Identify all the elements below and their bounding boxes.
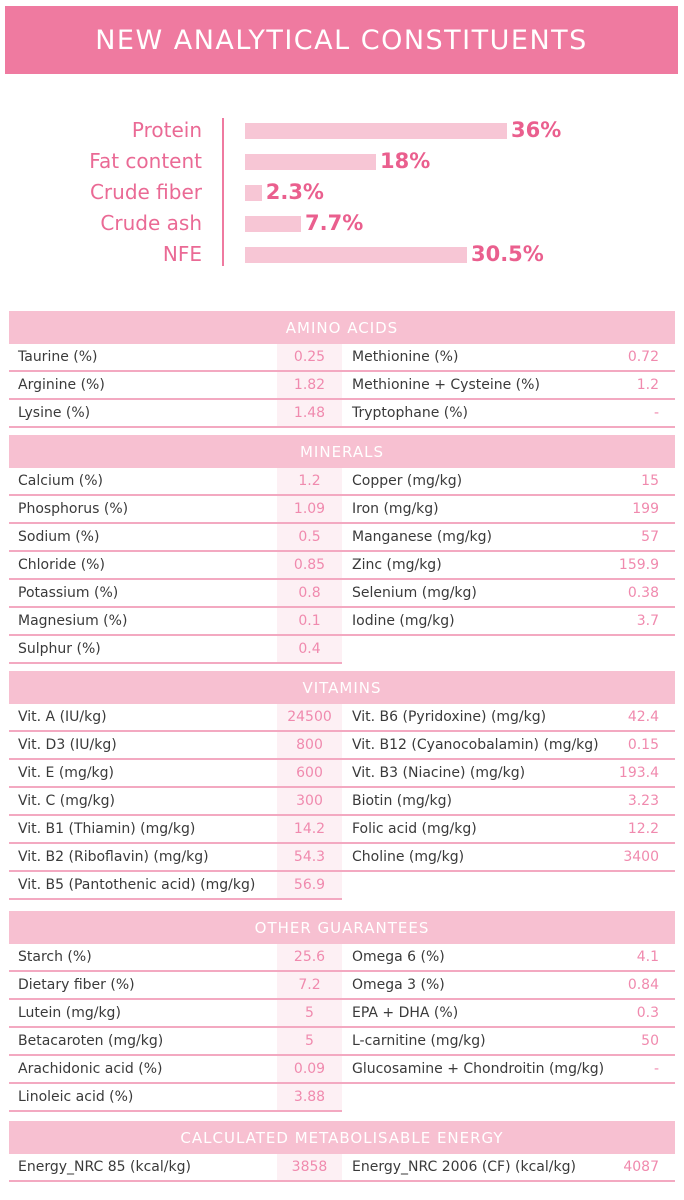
nutrient-value: 1.48 <box>277 400 342 426</box>
chart-row <box>0 208 684 239</box>
chart-row <box>0 115 684 146</box>
nutrient-value: 0.4 <box>277 636 342 662</box>
nutrient-name: Zinc (mg/kg) <box>352 557 442 573</box>
nutrient-value: 24500 <box>277 704 342 730</box>
table-column-left <box>9 944 342 1112</box>
nutrient-name: Biotin (mg/kg) <box>352 793 452 809</box>
section-header: AMINO ACIDS <box>9 311 675 344</box>
section-amino-acids <box>9 311 675 428</box>
table-row <box>342 1056 675 1084</box>
nutrient-name: Sodium (%) <box>18 529 100 545</box>
section-header: MINERALS <box>9 435 675 468</box>
table-row <box>342 1084 675 1112</box>
chart-bar <box>245 123 507 139</box>
nutrient-value: 3858 <box>277 1154 342 1180</box>
nutrient-value: 199 <box>632 501 659 517</box>
table-row <box>9 344 342 372</box>
nutrient-name: Potassium (%) <box>18 585 119 601</box>
table-row <box>342 1000 675 1028</box>
chart-category-label: Fat content <box>89 149 202 173</box>
chart-category-label: Crude fiber <box>89 180 202 204</box>
table-row <box>342 524 675 552</box>
table-row <box>342 468 675 496</box>
nutrient-value: 0.85 <box>277 552 342 578</box>
nutrient-value: 14.2 <box>277 816 342 842</box>
table-row <box>9 972 342 1000</box>
nutrient-name: Vit. C (mg/kg) <box>18 793 115 809</box>
table-row <box>342 608 675 636</box>
nutrient-value: 159.9 <box>618 557 659 573</box>
nutrient-name: Lutein (mg/kg) <box>18 1005 121 1021</box>
nutrient-value: 4.1 <box>636 949 659 965</box>
nutrient-value: 0.8 <box>277 580 342 606</box>
nutrient-name: Methionine (%) <box>352 349 459 365</box>
chart-value-label: 18% <box>380 149 431 173</box>
nutrient-value: 15 <box>641 473 659 489</box>
nutrient-value: 0.38 <box>627 585 659 601</box>
table-row <box>9 580 342 608</box>
table-row <box>342 636 675 664</box>
table-row <box>9 372 342 400</box>
nutrient-value: 54.3 <box>277 844 342 870</box>
table-row <box>9 816 342 844</box>
table-row <box>342 1154 675 1182</box>
table-column-right <box>342 468 675 664</box>
chart-row <box>0 239 684 270</box>
nutrient-name: Folic acid (mg/kg) <box>352 821 477 837</box>
nutrient-value: 5 <box>277 1000 342 1026</box>
nutrient-name: Manganese (mg/kg) <box>352 529 492 545</box>
nutrient-value: 600 <box>277 760 342 786</box>
table-row <box>342 972 675 1000</box>
nutrient-value: 0.5 <box>277 524 342 550</box>
nutrient-name: Energy_NRC 2006 (CF) (kcal/kg) <box>352 1159 576 1175</box>
nutrient-name: Copper (mg/kg) <box>352 473 463 489</box>
nutrient-name: Vit. B5 (Pantothenic acid) (mg/kg) <box>18 877 256 893</box>
table-column-right <box>342 344 675 428</box>
chart-value-label: 30.5% <box>470 242 544 266</box>
chart-bar <box>245 216 301 232</box>
table-row <box>9 608 342 636</box>
nutrient-value: - <box>653 1061 659 1077</box>
nutrient-name: Omega 6 (%) <box>352 949 445 965</box>
table-row <box>9 760 342 788</box>
table-row <box>342 372 675 400</box>
table-row <box>342 872 675 900</box>
nutrient-value: 3.7 <box>636 613 659 629</box>
table-row <box>9 552 342 580</box>
nutrient-name: Tryptophane (%) <box>352 405 468 421</box>
table-row <box>342 704 675 732</box>
nutrient-name: Lysine (%) <box>18 405 91 421</box>
table-column-left <box>9 344 342 428</box>
nutrient-name: Omega 3 (%) <box>352 977 445 993</box>
nutrient-value: 800 <box>277 732 342 758</box>
nutrient-name: Betacaroten (mg/kg) <box>18 1033 164 1049</box>
section-calculated-metabolisable-energy <box>9 1121 675 1182</box>
nutrient-value: 1.2 <box>636 377 659 393</box>
nutrient-value: 0.84 <box>627 977 659 993</box>
nutrient-name: Vit. B6 (Pyridoxine) (mg/kg) <box>352 709 547 725</box>
nutrient-value: 0.3 <box>636 1005 659 1021</box>
nutrient-value: - <box>653 405 659 421</box>
nutrient-name: Arginine (%) <box>18 377 105 393</box>
nutrient-name: Sulphur (%) <box>18 641 101 657</box>
nutrient-name: Choline (mg/kg) <box>352 849 465 865</box>
chart-bar <box>245 154 376 170</box>
nutrient-value: 193.4 <box>618 765 659 781</box>
nutrient-name: Vit. A (IU/kg) <box>18 709 107 725</box>
nutrient-value: 3400 <box>623 849 659 865</box>
table-row <box>9 704 342 732</box>
chart-bar <box>245 185 262 201</box>
table-row <box>342 400 675 428</box>
table-row <box>9 524 342 552</box>
constituents-bar-chart <box>0 115 684 270</box>
nutrient-value: 50 <box>641 1033 659 1049</box>
table-row <box>9 1084 342 1112</box>
nutrient-name: Vit. B1 (Thiamin) (mg/kg) <box>18 821 196 837</box>
nutrient-value: 300 <box>277 788 342 814</box>
nutrient-name: L-carnitine (mg/kg) <box>352 1033 486 1049</box>
nutrient-value: 1.09 <box>277 496 342 522</box>
nutrient-name: Phosphorus (%) <box>18 501 129 517</box>
table-row <box>342 944 675 972</box>
nutrient-name: Vit. B12 (Cyanocobalamin) (mg/kg) <box>352 737 599 753</box>
nutrient-value: 4087 <box>623 1159 659 1175</box>
chart-category-label: Protein <box>131 118 202 142</box>
nutrient-name: Arachidonic acid (%) <box>18 1061 163 1077</box>
chart-value-label: 2.3% <box>265 180 324 204</box>
nutrient-name: Dietary fiber (%) <box>18 977 135 993</box>
nutrient-value: 0.09 <box>277 1056 342 1082</box>
section-header: VITAMINS <box>9 671 675 704</box>
chart-category-label: Crude ash <box>100 211 202 235</box>
nutrient-name: Vit. D3 (IU/kg) <box>18 737 117 753</box>
nutrient-value: 25.6 <box>277 944 342 970</box>
table-row <box>9 944 342 972</box>
table-row <box>342 580 675 608</box>
nutrient-value: 57 <box>641 529 659 545</box>
nutrient-value: 0.25 <box>277 344 342 370</box>
table-row <box>9 872 342 900</box>
section-vitamins <box>9 671 675 900</box>
table-column-left <box>9 704 342 900</box>
table-row <box>342 344 675 372</box>
chart-category-label: NFE <box>162 242 202 266</box>
table-row <box>9 1028 342 1056</box>
nutrient-value: 3.23 <box>627 793 659 809</box>
nutrient-name: Vit. B3 (Niacine) (mg/kg) <box>352 765 526 781</box>
nutrient-value: 7.2 <box>277 972 342 998</box>
table-column-left <box>9 1154 342 1182</box>
nutrient-name: Starch (%) <box>18 949 92 965</box>
nutrient-value: 0.72 <box>627 349 659 365</box>
table-row <box>9 1154 342 1182</box>
nutrient-value: 42.4 <box>627 709 659 725</box>
section-minerals <box>9 435 675 664</box>
nutrient-name: Calcium (%) <box>18 473 104 489</box>
nutrient-name: Magnesium (%) <box>18 613 128 629</box>
nutrient-name: Methionine + Cysteine (%) <box>352 377 540 393</box>
table-row <box>342 552 675 580</box>
chart-row <box>0 177 684 208</box>
nutrient-name: Taurine (%) <box>18 349 98 365</box>
nutrient-name: EPA + DHA (%) <box>352 1005 459 1021</box>
table-row <box>9 468 342 496</box>
section-other-guarantees <box>9 911 675 1112</box>
table-column-right <box>342 944 675 1112</box>
chart-value-label: 36% <box>511 118 562 142</box>
table-column-right <box>342 704 675 900</box>
table-row <box>342 788 675 816</box>
nutrient-name: Glucosamine + Chondroitin (mg/kg) <box>352 1061 605 1077</box>
page-title: NEW ANALYTICAL CONSTITUENTS <box>5 6 678 74</box>
section-header: OTHER GUARANTEES <box>9 911 675 944</box>
table-column-right <box>342 1154 675 1182</box>
table-row <box>9 400 342 428</box>
chart-value-label: 7.7% <box>305 211 364 235</box>
nutrient-value: 3.88 <box>277 1084 342 1110</box>
table-row <box>9 788 342 816</box>
chart-bar <box>245 247 467 263</box>
table-row <box>342 496 675 524</box>
table-column-left <box>9 468 342 664</box>
table-row <box>9 1000 342 1028</box>
table-row <box>9 636 342 664</box>
nutrient-name: Selenium (mg/kg) <box>352 585 477 601</box>
nutrient-name: Vit. B2 (Riboflavin) (mg/kg) <box>18 849 209 865</box>
table-row <box>9 496 342 524</box>
table-row <box>342 816 675 844</box>
nutrient-value: 56.9 <box>277 872 342 898</box>
table-row <box>342 732 675 760</box>
nutrient-name: Chloride (%) <box>18 557 105 573</box>
nutrient-value: 1.82 <box>277 372 342 398</box>
nutrient-value: 0.15 <box>627 737 659 753</box>
table-row <box>342 760 675 788</box>
nutrient-name: Energy_NRC 85 (kcal/kg) <box>18 1159 191 1175</box>
nutrient-name: Iodine (mg/kg) <box>352 613 455 629</box>
table-row <box>9 1056 342 1084</box>
nutrient-name: Vit. E (mg/kg) <box>18 765 115 781</box>
table-row <box>342 844 675 872</box>
nutrient-name: Linoleic acid (%) <box>18 1089 134 1105</box>
nutrient-value: 1.2 <box>277 468 342 494</box>
chart-row <box>0 146 684 177</box>
nutrient-value: 5 <box>277 1028 342 1054</box>
nutrient-value: 12.2 <box>627 821 659 837</box>
nutrient-name: Iron (mg/kg) <box>352 501 439 517</box>
table-row <box>9 844 342 872</box>
section-header: CALCULATED METABOLISABLE ENERGY <box>9 1121 675 1154</box>
nutrient-value: 0.1 <box>277 608 342 634</box>
table-row <box>9 732 342 760</box>
table-row <box>342 1028 675 1056</box>
